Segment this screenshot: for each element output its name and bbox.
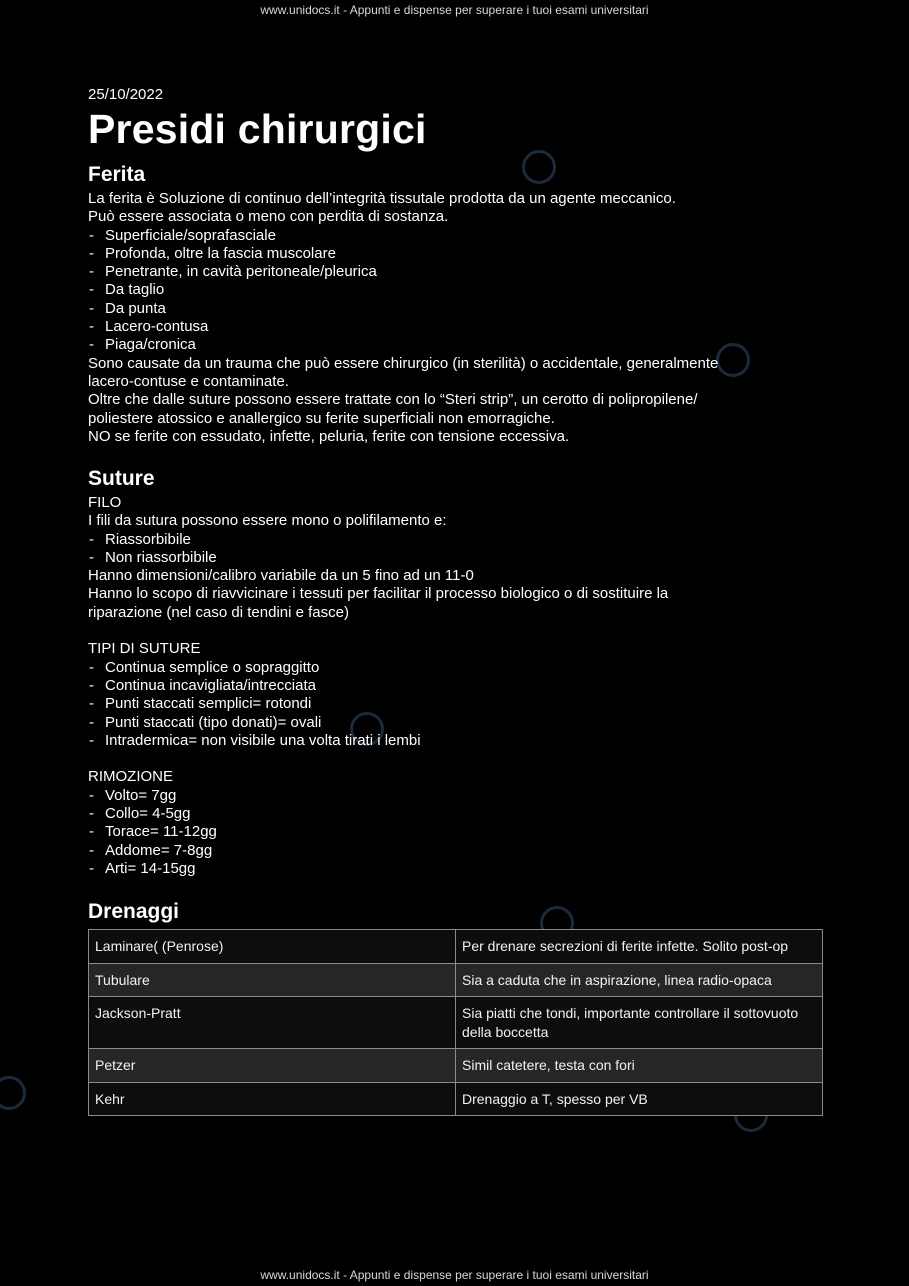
list-item: - Da taglio bbox=[88, 281, 718, 299]
list-item: - Non riassorbibile bbox=[88, 549, 668, 567]
rimozione-list bbox=[88, 787, 668, 878]
list-item: - Punti staccati (tipo donati)= ovali bbox=[88, 714, 668, 732]
watermark-logo-icon bbox=[716, 343, 750, 377]
list-item: - Piaga/cronica bbox=[88, 336, 718, 354]
list-item: - Punti staccati semplici= rotondi bbox=[88, 695, 668, 713]
paragraph-line: NO se ferite con essudato, infette, peluria, ferite con tensione eccessiva. bbox=[88, 427, 570, 445]
table-cell-name: Jackson-Pratt bbox=[89, 997, 456, 1049]
table-row bbox=[89, 997, 823, 1049]
list-item: - Lacero-contusa bbox=[88, 318, 718, 336]
table-cell-name: Kehr bbox=[89, 1082, 456, 1116]
table-row bbox=[89, 1049, 823, 1083]
list-item: - Addome= 7-8gg bbox=[88, 842, 668, 860]
table-cell-name: Tubulare bbox=[89, 963, 456, 997]
page-title: Presidi chirurgici bbox=[88, 106, 427, 152]
table-cell-desc: Drenaggio a T, spesso per VB bbox=[456, 1082, 823, 1116]
table-cell-desc: Simil catetere, testa con fori bbox=[456, 1049, 823, 1083]
list-item: - Intradermica= non visibile una volta tirati i lembi bbox=[88, 732, 668, 750]
subheading-tipi: TIPI DI SUTURE bbox=[88, 640, 201, 658]
paragraph-line: I fili da sutura possono essere mono o polifilamento e: bbox=[88, 512, 447, 530]
list-item: - Riassorbibile bbox=[88, 531, 668, 549]
ferita-types-list bbox=[88, 227, 718, 355]
table-row bbox=[89, 930, 823, 964]
list-item: - Da punta bbox=[88, 300, 718, 318]
paragraph-line: riparazione (nel caso di tendini e fasce) bbox=[88, 603, 349, 621]
paragraph-line: poliestere atossico e anallergico su ferite superficiali non emorragiche. bbox=[88, 409, 555, 427]
list-item: - Superficiale/soprafasciale bbox=[88, 227, 718, 245]
table-cell-name: Petzer bbox=[89, 1049, 456, 1083]
paragraph-line: Hanno dimensioni/calibro variabile da un 5 fino ad un 11-0 bbox=[88, 567, 474, 585]
list-item: - Profonda, oltre la fascia muscolare bbox=[88, 245, 718, 263]
table-row bbox=[89, 963, 823, 997]
paragraph-line: lacero-contuse e contaminate. bbox=[88, 372, 289, 390]
section-heading-drenaggi: Drenaggi bbox=[88, 900, 180, 923]
paragraph-line: Può essere associata o meno con perdita di sostanza. bbox=[88, 208, 449, 226]
section-heading-ferita: Ferita bbox=[88, 163, 146, 186]
header-banner: www.unidocs.it - Appunti e dispense per superare i tuoi esami universitari bbox=[260, 3, 649, 17]
drenaggi-table bbox=[88, 929, 823, 1116]
paragraph-line: Hanno lo scopo di riavvicinare i tessuti per facilitar il processo biologico o di sostituire la bbox=[88, 585, 669, 603]
list-item: - Collo= 4-5gg bbox=[88, 805, 668, 823]
list-item: - Volto= 7gg bbox=[88, 787, 668, 805]
document-date: 25/10/2022 bbox=[88, 86, 164, 103]
table-cell-desc: Sia a caduta che in aspirazione, linea radio-opaca bbox=[456, 963, 823, 997]
paragraph-line: Oltre che dalle suture possono essere trattate con lo “Steri strip”, un cerotto di polipropilene/ bbox=[88, 391, 698, 409]
list-item: - Torace= 11-12gg bbox=[88, 823, 668, 841]
filo-types-list bbox=[88, 531, 668, 568]
paragraph-line: La ferita è Soluzione di continuo dell’integrità tissutale prodotta da un agente meccanico. bbox=[88, 190, 676, 207]
table-cell-name: Laminare( (Penrose) bbox=[89, 930, 456, 964]
paragraph-line: Sono causate da un trauma che può essere chirurgico (in sterilità) o accidentale, generalmente bbox=[88, 354, 719, 372]
table-cell-desc: Sia piatti che tondi, importante controllare il sottovuoto della boccetta bbox=[456, 997, 823, 1049]
subheading-filo: FILO bbox=[88, 494, 122, 511]
list-item: - Continua incavigliata/intrecciata bbox=[88, 677, 668, 695]
list-item: - Penetrante, in cavità peritoneale/pleurica bbox=[88, 263, 718, 281]
table-cell-desc: Per drenare secrezioni di ferite infette. Solito post-op bbox=[456, 930, 823, 964]
section-heading-suture: Suture bbox=[88, 467, 155, 490]
footer-banner: www.unidocs.it - Appunti e dispense per superare i tuoi esami universitari bbox=[260, 1268, 649, 1282]
tipi-suture-list bbox=[88, 659, 668, 750]
watermark-logo-icon bbox=[522, 150, 556, 184]
list-item: - Continua semplice o sopraggitto bbox=[88, 659, 668, 677]
ferita-section bbox=[88, 190, 718, 446]
suture-section bbox=[88, 494, 668, 878]
table-row bbox=[89, 1082, 823, 1116]
watermark-logo-icon bbox=[0, 1076, 26, 1110]
subheading-rimozione: RIMOZIONE bbox=[88, 768, 173, 786]
list-item: - Arti= 14-15gg bbox=[88, 860, 668, 878]
